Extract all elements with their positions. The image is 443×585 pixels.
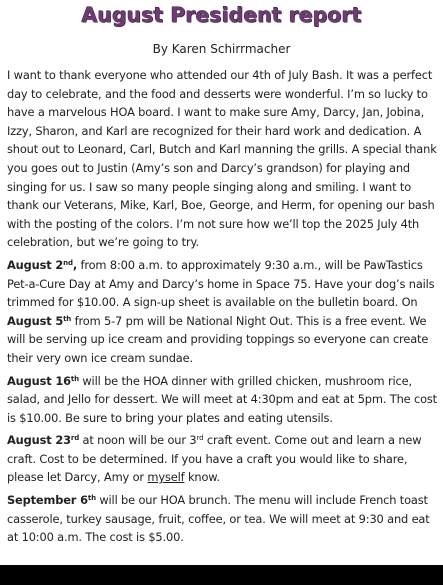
event-date-aug16: August 16th — [7, 373, 79, 388]
event-text-aug16: will be the HOA dinner with grilled chicken, mushroom rice, salad, and Jello for dessert. We will meet at 4:30pm and eat at 5pm. The cost is $10.00. Be sure to bring your plates and eating utensils. — [7, 373, 437, 425]
event-text-aug5: from 5-7 pm will be National Night Out. This is a free event. We will be serving up ice cream and providing toppings so everyone can create their very own ice cream sundae. — [7, 313, 429, 365]
bottom-bar — [0, 565, 443, 585]
event-date-sep6: September 6th — [7, 493, 96, 508]
event-text-sep6: will be our HOA brunch. The menu will include French toast casserole, turkey sausage, fruit, coffee, or tea. We will meet at 9:30 and eat at 10:00 a.m. The cost is $5.00. — [7, 493, 430, 545]
september-6-paragraph — [7, 491, 443, 547]
myself-link[interactable]: myself — [147, 470, 185, 485]
report-body — [7, 66, 443, 547]
event-date-aug23: August 23rd — [7, 433, 80, 448]
event-text-aug2: from 8:00 a.m. to approximately 9:30 a.m., will be PawTastics Pet-a-Cure Day at Amy and Darcy’s home in Space 75. Have your dog’s nails trimmed for $10.00. A sign-up sheet is available on the bulletin board. On — [7, 257, 435, 310]
august-23-paragraph: August 23rd at noon will be our 3rd craft event. Come out and learn a new craft. Cost to be determined. If you have a craft you would like to share, please let Darcy, Amy or myself know. — [7, 433, 422, 485]
byline: By Karen Schirrmacher — [152, 42, 291, 56]
august-2-5-paragraph — [7, 256, 443, 368]
report-title: August President report — [81, 3, 362, 27]
event-date-aug5: August 5th — [7, 313, 72, 328]
intro-paragraph: I want to thank everyone who attended our 4th of July Bash. It was a perfect day to celebrate, and the food and desserts were wonderful. I’m so lucky to have a marvelous HOA board. I want to make sure Amy, Darcy, Jan, Jobina, Izzy, Sharon, and Karl are recognized for their hard work and dedication. A shout out to Leonard, Carl, Butch and Karl manning the grills. A special thank you goes out to Justin (Amy’s son and Darcy’s grandson) for playing and singing for us. I saw so many people singing along and smiling. I want to thank our Veterans, Mike, Karl, Boe, George, and Herm, for opening our bash with the posting of the colors. I’m not sure how we’ll top the 2025 July 4th celebration, but we’re going to try. — [7, 68, 437, 250]
august-16-paragraph — [7, 372, 443, 428]
event-date-aug2: August 2nd, — [7, 257, 77, 272]
